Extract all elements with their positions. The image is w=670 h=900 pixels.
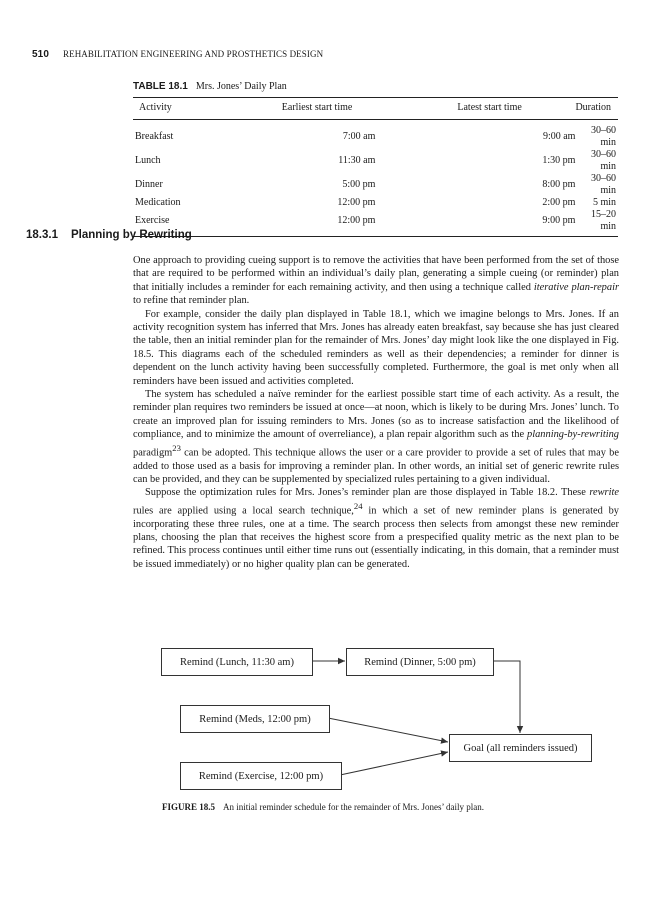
node-remind-lunch: Remind (Lunch, 11:30 am) <box>161 648 313 676</box>
page-number: 510 <box>32 49 49 60</box>
edge-exercise-goal <box>340 752 448 775</box>
text-run: to refine that reminder plan. <box>133 295 250 307</box>
table-cell: 5 min <box>592 197 616 208</box>
emphasis: rewrite <box>589 487 619 499</box>
edge-dinner-goal <box>492 661 520 733</box>
column-header: Earliest start time <box>281 102 353 113</box>
table-cell: Breakfast <box>135 131 174 142</box>
table-caption-text: Mrs. Jones’ Daily Plan <box>195 81 287 92</box>
table-cell: 1:30 pm <box>542 155 576 166</box>
table-cell: 5:00 pm <box>342 179 376 190</box>
table-cell: 7:00 am <box>342 131 376 142</box>
table-cell: 12:00 pm <box>337 197 376 208</box>
text-run: Suppose the optimization rules for Mrs. Jones’s reminder plan are those displayed in Table 18.2. These <box>145 487 590 499</box>
section-title: Planning by Rewriting <box>70 229 192 241</box>
table-cell: Exercise <box>135 215 170 226</box>
table-cell: 8:00 pm <box>542 179 576 190</box>
table-cell: 15–20 min <box>591 209 616 232</box>
text-run: rules are applied using a local search technique, <box>133 505 354 517</box>
table-cell: Lunch <box>135 155 161 166</box>
table-cell: Medication <box>135 197 181 208</box>
node-goal: Goal (all reminders issued) <box>449 734 592 762</box>
emphasis: planning-by-rewriting <box>527 429 619 441</box>
figure-label: FIGURE 18.5 <box>162 802 216 812</box>
text-run: One approach to providing cueing support is to remove the activities that have been performed from the set of those that are required to be performed within an individual’s daily plan, generating a simple cueing (or reminder) plan that initially includes a reminder for each remaining activity, and then using a technique called <box>133 255 619 293</box>
text-run: paradigm <box>133 447 173 459</box>
table-cell: Dinner <box>135 179 163 190</box>
edge-meds-goal <box>328 718 448 742</box>
column-header: Activity <box>139 102 172 113</box>
column-header: Duration <box>575 102 611 113</box>
column-header: Latest start time <box>457 102 522 113</box>
text-run: The system has scheduled a naïve reminder for the earliest possible start time of each activity. As a result, the reminder plan requires two reminders be issued at once—at noon, which is likely to be during Mrs. Jones’ lunch. To create an improved plan for issuing reminders to Mrs. Jones (so as to increase satisfaction and the likelihood of compliance, and to minimize the amount of overreliance), a plan repair algorithm such as the <box>133 389 619 441</box>
footnote-ref: 24 <box>353 500 363 511</box>
text-run: in which a set of new reminder plans is generated by incorporating these three rules, one at a time. The search process then selects from amongst these new reminder plans, choosing the plan that receives the highest score from a prespecified quality metric as the next plan to be refined. This process continues until either time runs out (essentially indicating, in this domain, that a reminder must be issued immediately) or no higher quality plan can be generated. <box>133 505 619 570</box>
footnote-ref: 23 <box>172 442 181 453</box>
table-cell: 30–60 min <box>591 173 616 196</box>
emphasis: iterative plan-repair <box>533 281 619 293</box>
section-number: 18.3.1 <box>26 229 58 241</box>
table-cell: 30–60 min <box>591 125 616 148</box>
table-cell: 2:00 pm <box>542 197 576 208</box>
node-remind-dinner: Remind (Dinner, 5:00 pm) <box>346 648 494 676</box>
node-remind-meds: Remind (Meds, 12:00 pm) <box>180 705 330 733</box>
table-label: TABLE 18.1 <box>133 81 188 92</box>
paragraph: For example, consider the daily plan displayed in Table 18.1, which we imagine belongs to Mrs. Jones. If an activity recognition system has inferred that Mrs. Jones has already eaten breakfast, say because she has just cleared the table, then an initial reminder plan for the remainder of Mrs. Jones’ day might look like the one displayed in Fig. 18.5. This diagrams each of the scheduled reminders as well as their dependencies; a reminder for dinner is dependent on the lunch activity having been successfully completed. Furthermore, the goal is met only when all reminders have been issued and activities completed. <box>133 308 619 387</box>
table-cell: 9:00 am <box>542 131 576 142</box>
table-cell: 12:00 pm <box>337 215 376 226</box>
figure-caption-text: An initial reminder schedule for the remainder of Mrs. Jones’ daily plan. <box>223 802 485 812</box>
table-cell: 30–60 min <box>591 149 616 172</box>
text-run: can be adopted. This technique allows the user or a care provider to provide a set of rules that may be added to those used as a basis for improving a reminder plan. In other words, an initial set of generic rewrite rules can be provided, and they can be supplemented by specialized rules pertaining to a given individual. <box>133 447 619 485</box>
table-cell: 9:00 pm <box>542 215 576 226</box>
node-remind-exercise: Remind (Exercise, 12:00 pm) <box>180 762 342 790</box>
table-cell: 11:30 am <box>338 155 376 166</box>
running-title: REHABILITATION ENGINEERING AND PROSTHETICS DESIGN <box>63 49 324 59</box>
figure-caption <box>162 802 484 812</box>
